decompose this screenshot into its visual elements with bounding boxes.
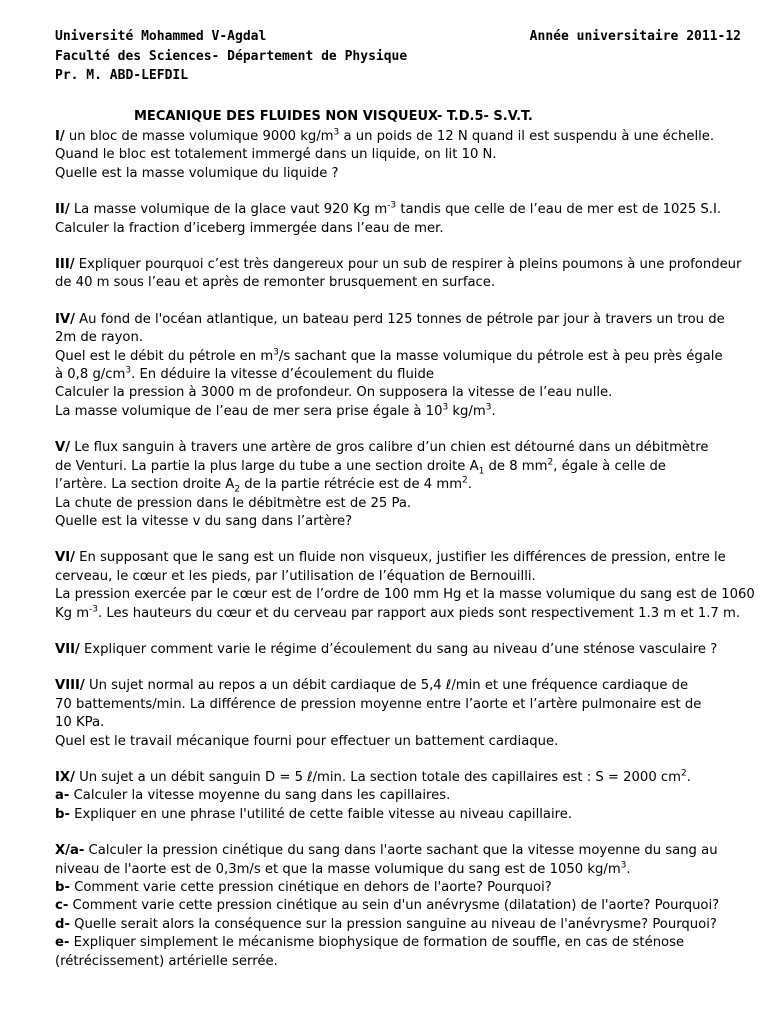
question-label: c- — [55, 898, 69, 914]
exercise-number: VII/ — [55, 641, 80, 657]
exercise-number: V/ — [55, 440, 71, 456]
professor-name: Pr. M. ABD-LEFDIL — [55, 68, 189, 83]
exercise-7: VII/ Expliquer comment varie le régime d’écoulement du sang au niveau d’une sténose vasculaire ? — [55, 641, 718, 657]
exercise-3: III/ Expliquer pourquoi c’est très dangereux pour un sub de respirer à pleins poumons à une profondeur de 40 m sous l’eau et après de remonter brusquement en surface. — [55, 257, 742, 291]
exercise-number: I/ — [55, 129, 65, 144]
exercise-8: VIII/ Un sujet normal au repos a un débit cardiaque de 5,4 ℓ/min et une fréquence cardiaque de 70 battements/min. La différence de pression moyenne entre l’aorte et l’artère pulmonaire est de 10 KPa. Quel est le travail mécanique fourni pour effectuer un battement cardiaque. — [55, 678, 702, 749]
exercise-6: VI/ En supposant que le sang est un fluide non visqueux, justifier les différences de pression, entre le cerveau, le cœur et les pieds, par l’utilisation de l’équation de Bernouilli. La pression exercée par le cœur est de l’ordre de 100 mm Hg et la masse volumique du sang est de 1060 Kg $m^{-3}$. Les hauteurs du cœur et du cerveau par rapport aux pieds sont respectivement 1.3 m et 1.7 m. — [55, 550, 755, 621]
exercise-number: X/a- — [55, 843, 85, 859]
question-label: e- — [55, 935, 70, 951]
university-name: Université Mohammed V-Agdal — [55, 29, 267, 44]
question-label: b- — [55, 880, 70, 895]
exercise-number: VIII/ — [55, 678, 85, 694]
exercise-1: I/ un bloc de masse volumique 9000 $kg/m^3$ a un poids de 12 N quand il est suspendu à une échelle. Quand le bloc est totalement immergé dans un liquide, on lit 10 N. Quelle est la masse volumique du liquide ? — [55, 127, 715, 181]
question-label: d- — [55, 916, 70, 932]
faculty-name: Faculté des Sciences- Département de Physique — [55, 48, 408, 64]
exercise-number: IX/ — [55, 769, 75, 785]
exercise-number: II/ — [55, 202, 70, 218]
exercise-5: V/ Le flux sanguin à travers une artère de gros calibre d’un chien est détourné dans un débitmètre de Venturi. La partie la plus large du tube a une section droite $A_1$ de 8 $mm^2$, égale à celle de l’artère. La section droite $A_2$ de la partie rétrécie est de 4 $mm^2$. La chute de pression dans le débitmètre est de 25 Pa. Quelle est la vitesse v du sang dans l’artère? — [55, 440, 709, 529]
exercise-number: III/ — [55, 257, 75, 273]
exercise-list — [55, 127, 755, 989]
exercise-4: IV/ Au fond de l'océan atlantique, un bateau perd 125 tonnes de pétrole par jour à travers un trou de 2m de rayon. Quel est le débit du pétrole en $m^3/s$ sachant que la masse volumique du pétrole est à peu près égale à 0,8 $g/cm^3$. En déduire la vitesse d’écoulement du fluide Calculer la pression à 3000 m de profondeur. On supposera la vitesse de l’eau nulle. La masse volumique de l’eau de mer sera prise égale à $10^3$ $kg/m^3$. — [55, 311, 725, 419]
exercise-10: X/a- Calculer la pression cinétique du sang dans l'aorte sachant que la vitesse moyenne du sang au niveau de l'aorte est de 0,3m/s et que la masse volumique du sang est de 1050 $kg/m^3$. b- Comment varie cette pression cinétique en dehors de l'aorte? Pourquoi? c- Comment varie cette pression cinétique au sein d'un anévrysme (dilatation) de l'aorte? Pourquoi? d- Quelle serait alors la conséquence sur la pression sanguine au niveau de l'anévrysme? Pourquoi? e- Expliquer simplement le mécanisme biophysique de formation de souffle, en cas de sténose (rétrécissement) artérielle serrée. — [55, 843, 720, 969]
exercise-number: IV/ — [55, 311, 75, 327]
question-label: a- — [55, 788, 70, 804]
document-header — [55, 27, 741, 86]
exercise-9: IX/ Un sujet a un débit sanguin D = 5 ℓ/min. La section totale des capillaires est : S = 2000 $cm^2$. a- Calculer la vitesse moyenne du sang dans les capillaires. b- Expliquer en une phrase l'utilité de cette faible vitesse au niveau capillaire. — [55, 768, 691, 822]
exercise-2: II/ La masse volumique de la glace vaut 920 Kg $m^{-3}$ tandis que celle de l’eau de mer est de 1025 S.I. Calculer la fraction d’iceberg immergée dans l’eau de mer. — [55, 200, 722, 236]
academic-year: Année universitaire 2011-12 — [529, 29, 741, 44]
question-label: b- — [55, 806, 70, 822]
document-title: MECANIQUE DES FLUIDES NON VISQUEUX- T.D.5- S.V.T. — [134, 109, 533, 124]
exercise-number: VI/ — [55, 550, 75, 566]
